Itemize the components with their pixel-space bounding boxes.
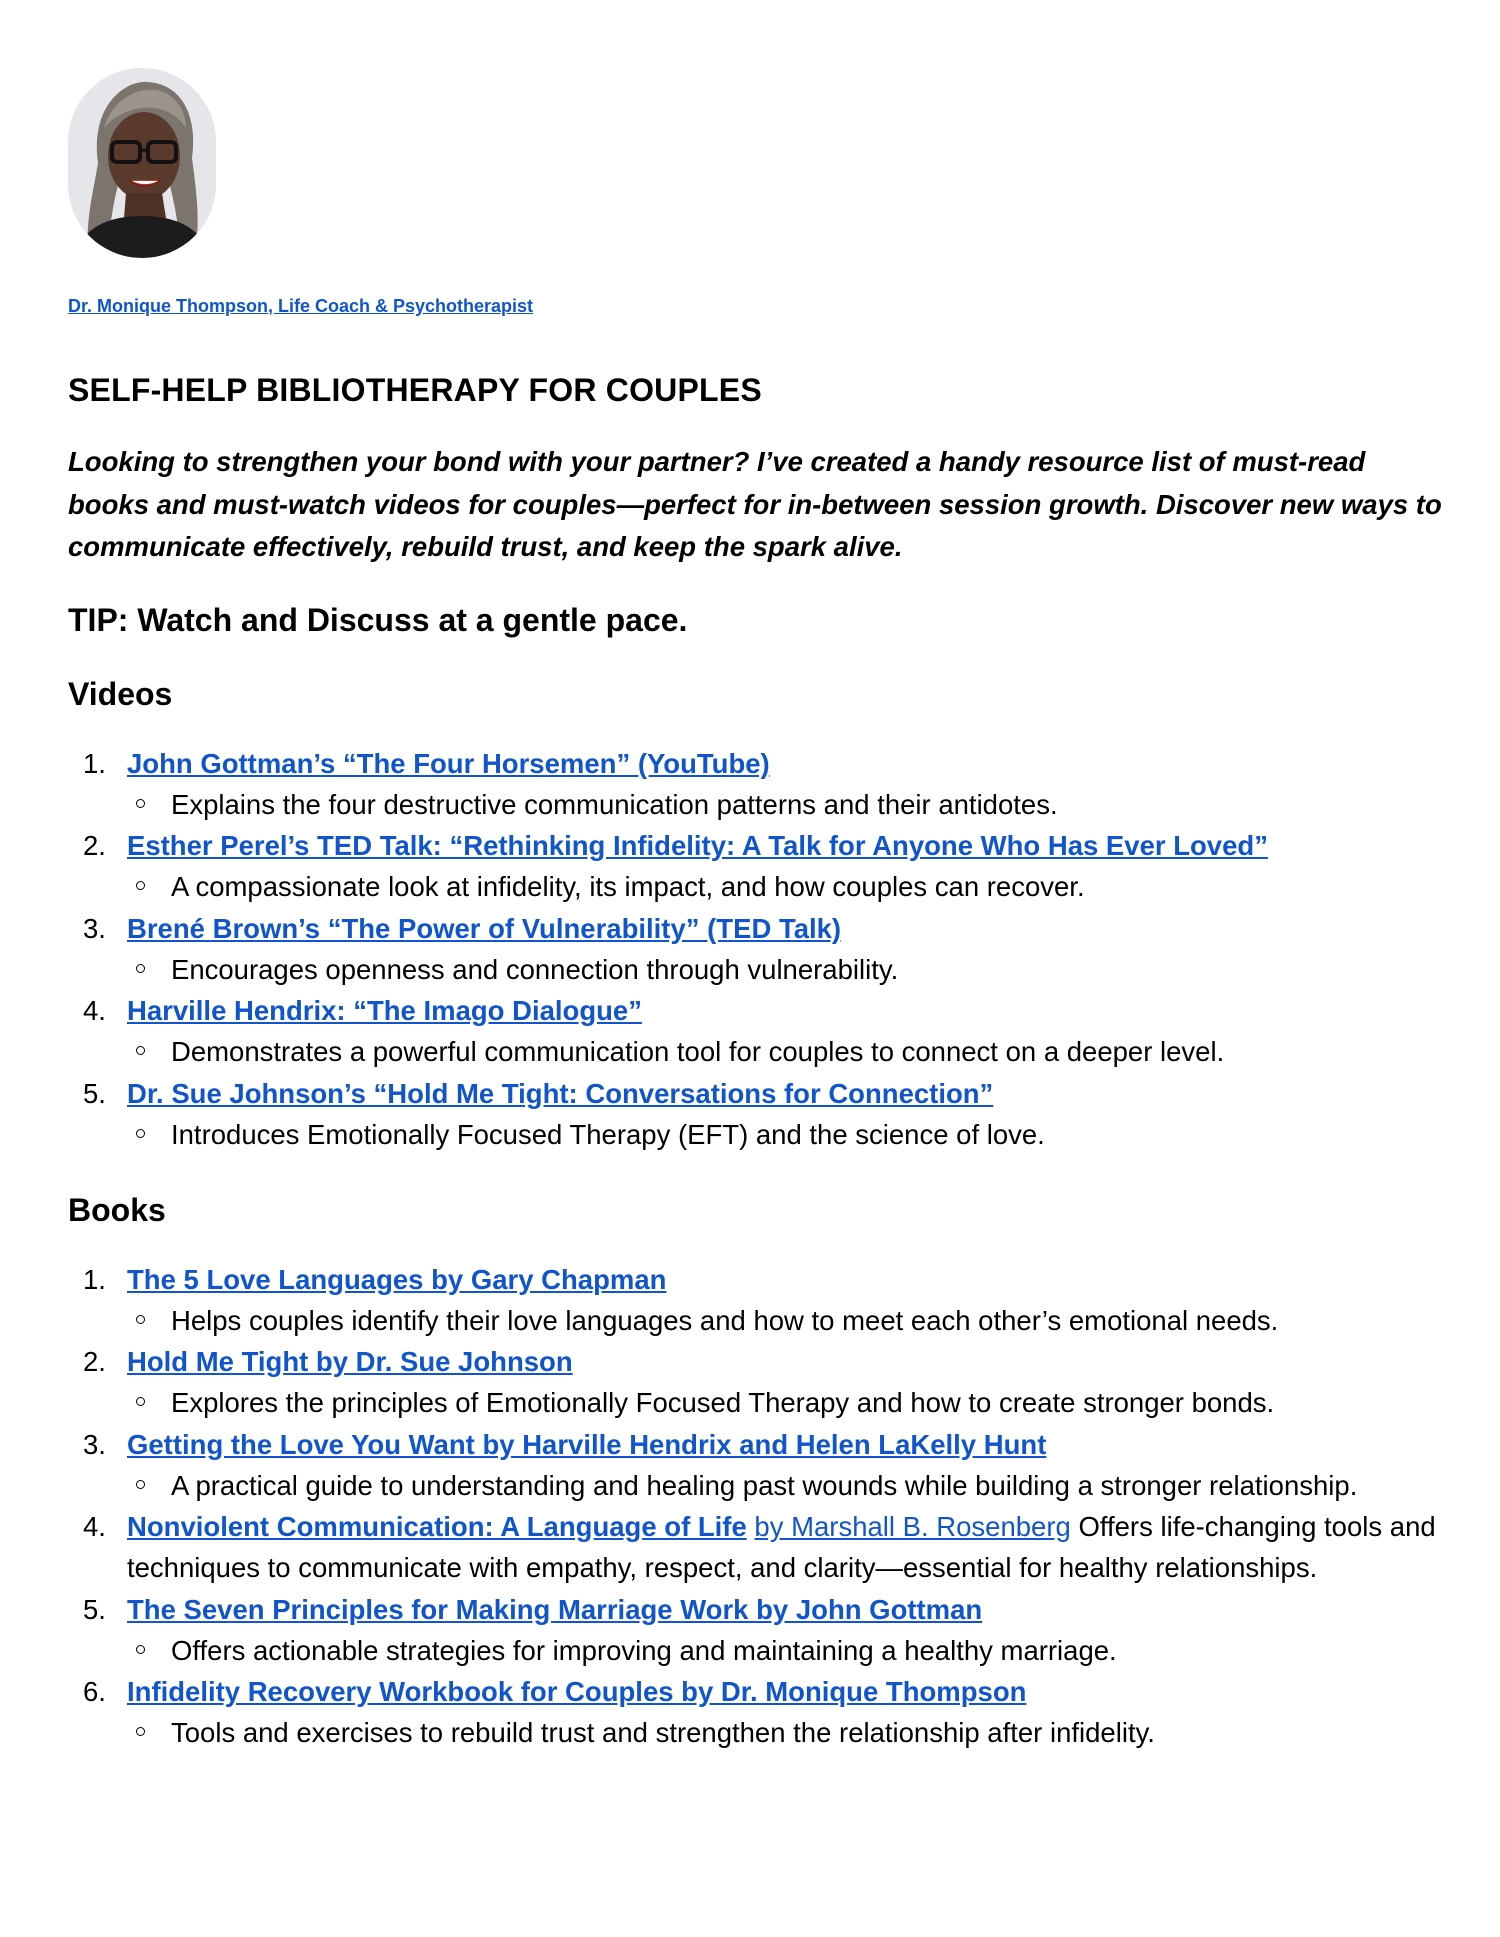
- item-description: [127, 1630, 1448, 1671]
- list-item: [68, 990, 1448, 1072]
- item-description: [127, 1031, 1448, 1072]
- item-description: [127, 1114, 1448, 1155]
- list-item: [68, 1671, 1448, 1753]
- description-text: Helps couples identify their love languages and how to meet each other’s emotional needs.: [171, 1304, 1279, 1336]
- books-list: [68, 1259, 1448, 1754]
- author-byline-link[interactable]: by Marshall B. Rosenberg: [754, 1511, 1071, 1542]
- inline-description-text: Offers life-changing tools and techniques to communicate with empathy, respect, and clarity—essential for healthy relationships.: [127, 1511, 1436, 1583]
- hollow-bullet-icon: [136, 1727, 145, 1736]
- hollow-bullet-icon: [136, 964, 145, 973]
- list-item: [68, 1341, 1448, 1423]
- item-description: [127, 1300, 1448, 1341]
- list-item: [68, 825, 1448, 907]
- list-item: [68, 1259, 1448, 1341]
- video-link[interactable]: Brené Brown’s “The Power of Vulnerability” (TED Talk): [127, 912, 842, 944]
- item-number: 2.: [83, 1346, 106, 1377]
- description-text: Explains the four destructive communication patterns and their antidotes.: [171, 788, 1058, 820]
- document-page: [68, 68, 1448, 1753]
- description-text: Introduces Emotionally Focused Therapy (EFT) and the science of love.: [171, 1118, 1045, 1150]
- videos-heading: Videos: [68, 675, 173, 712]
- list-item: [68, 908, 1448, 990]
- list-item: [68, 1589, 1448, 1671]
- item-number: 2.: [83, 830, 106, 861]
- book-link[interactable]: Infidelity Recovery Workbook for Couples by Dr. Monique Thompson: [127, 1676, 1027, 1707]
- hollow-bullet-icon: [136, 799, 145, 808]
- intro-paragraph: Looking to strengthen your bond with your partner? I’ve created a handy resource list of must-read books and must-watch videos for couples—perfect for in-between session growth. Discover new ways to communicate effectively, rebuild trust, and keep the spark alive.: [68, 446, 1442, 562]
- hollow-bullet-icon: [136, 1645, 145, 1654]
- books-heading: Books: [68, 1191, 166, 1228]
- book-link[interactable]: The Seven Principles for Making Marriage Work by John Gottman: [127, 1593, 983, 1625]
- author-portrait-image: [68, 68, 216, 258]
- description-text: A practical guide to understanding and healing past wounds while building a stronger relationship.: [171, 1469, 1358, 1501]
- item-description: [127, 949, 1448, 990]
- item-number: 4.: [83, 995, 106, 1026]
- item-number: 5.: [83, 1077, 106, 1109]
- item-number: 3.: [83, 1428, 106, 1460]
- item-number: 1.: [83, 1263, 106, 1295]
- item-description: [127, 1382, 1448, 1423]
- item-number: 5.: [83, 1593, 106, 1625]
- tip-heading: TIP: Watch and Discuss at a gentle pace.: [68, 601, 688, 638]
- hollow-bullet-icon: [136, 881, 145, 890]
- book-link[interactable]: Getting the Love You Want by Harville Hendrix and Helen LaKelly Hunt: [127, 1428, 1047, 1460]
- video-link[interactable]: Dr. Sue Johnson’s “Hold Me Tight: Conversations for Connection”: [127, 1077, 994, 1109]
- hollow-bullet-icon: [136, 1046, 145, 1055]
- book-link[interactable]: The 5 Love Languages by Gary Chapman: [127, 1263, 667, 1295]
- list-item: [68, 743, 1448, 825]
- video-link[interactable]: Esther Perel’s TED Talk: “Rethinking Infidelity: A Talk for Anyone Who Has Ever Loved”: [127, 830, 1268, 861]
- author-avatar: [68, 68, 216, 258]
- item-description: [127, 784, 1448, 825]
- list-item: [68, 1073, 1448, 1155]
- list-item: [68, 1424, 1448, 1506]
- item-number: 3.: [83, 912, 106, 944]
- item-description: [127, 1465, 1448, 1506]
- description-text: Explores the principles of Emotionally Focused Therapy and how to create stronger bonds.: [171, 1387, 1275, 1418]
- page-title: SELF-HELP BIBLIOTHERAPY FOR COUPLES: [68, 372, 762, 408]
- hollow-bullet-icon: [136, 1315, 145, 1324]
- item-number: 4.: [83, 1511, 106, 1542]
- item-description: [127, 866, 1448, 907]
- item-number: 1.: [83, 747, 106, 779]
- description-text: A compassionate look at infidelity, its impact, and how couples can recover.: [171, 871, 1085, 902]
- video-link[interactable]: Harville Hendrix: “The Imago Dialogue”: [127, 995, 642, 1026]
- video-link[interactable]: John Gottman’s “The Four Horsemen” (YouTube): [127, 747, 770, 779]
- hollow-bullet-icon: [136, 1480, 145, 1489]
- book-link[interactable]: Nonviolent Communication: A Language of Life: [127, 1511, 747, 1542]
- item-description: [127, 1712, 1448, 1753]
- list-item: [68, 1506, 1448, 1588]
- hollow-bullet-icon: [136, 1397, 145, 1406]
- book-link[interactable]: Hold Me Tight by Dr. Sue Johnson: [127, 1346, 573, 1377]
- hollow-bullet-icon: [136, 1129, 145, 1138]
- videos-list: [68, 743, 1448, 1155]
- author-link[interactable]: Dr. Monique Thompson, Life Coach & Psychotherapist: [68, 296, 534, 316]
- description-text: Encourages openness and connection through vulnerability.: [171, 953, 899, 985]
- item-number: 6.: [83, 1676, 106, 1707]
- description-text: Tools and exercises to rebuild trust and strengthen the relationship after infidelity.: [171, 1717, 1155, 1748]
- description-text: Offers actionable strategies for improving and maintaining a healthy marriage.: [171, 1634, 1117, 1666]
- description-text: Demonstrates a powerful communication tool for couples to connect on a deeper level.: [171, 1036, 1225, 1067]
